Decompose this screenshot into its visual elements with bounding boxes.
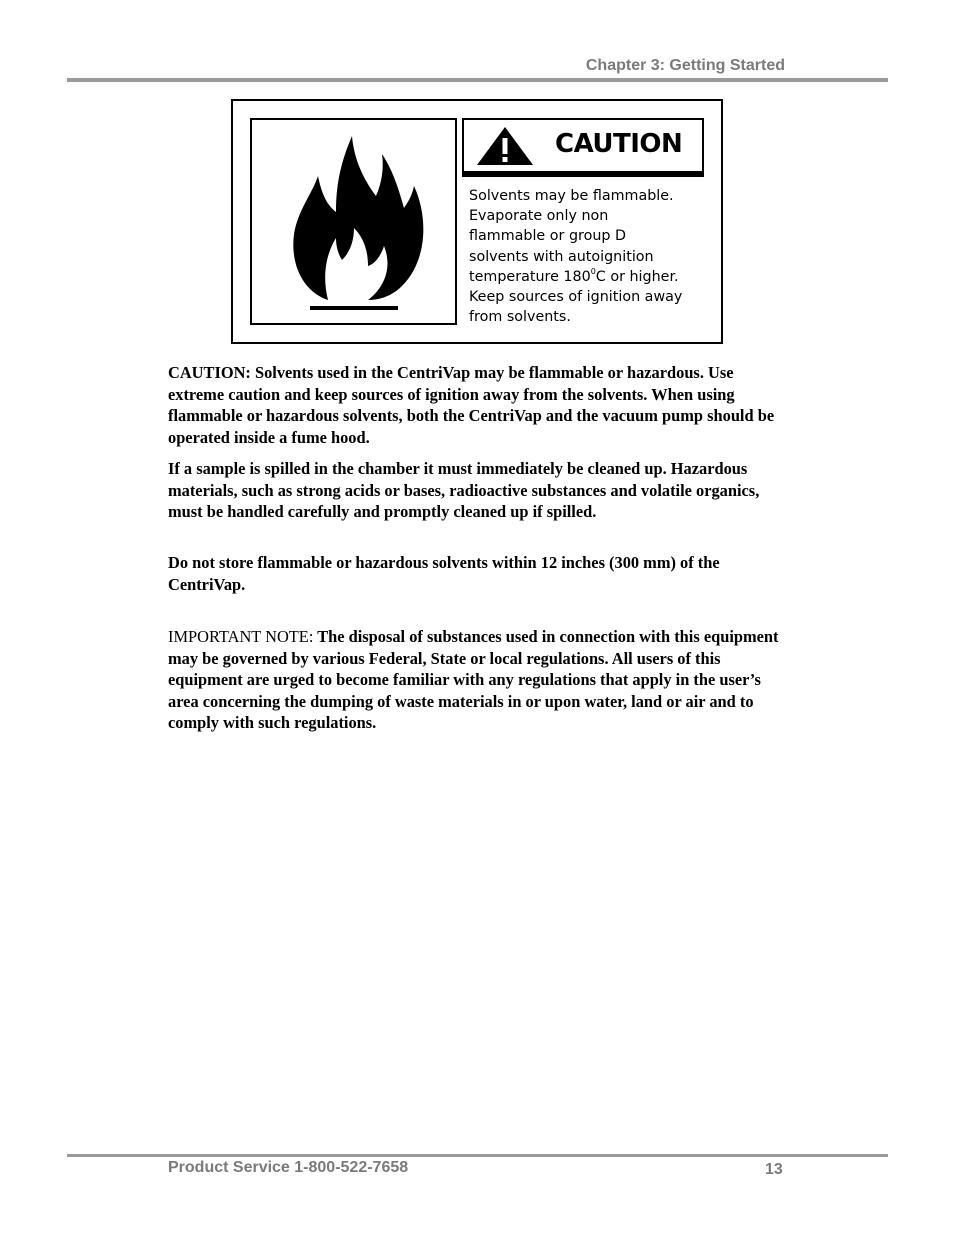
important-note-text: The disposal of substances used in connection with this equipment may be governed by various Federal, State or local regulations. All users of this equipment are urged to become familiar with any regulations that apply in the user’s area concerning the dumping of waste materials in or upon water, land or air and to comply with such regulations. xyxy=(168,627,779,733)
caution-paragraph: CAUTION: Solvents used in the CentriVap may be flammable or hazardous. Use extreme caution and keep sources of ignition away from the solvents. When using flammable or hazardous solvents, both the CentriVap and the vacuum pump should be operated inside a fume hood. xyxy=(168,363,775,447)
caution-message-line: Solvents may be flammable. xyxy=(469,188,674,204)
important-note-paragraph xyxy=(168,626,788,734)
temp-value: temperature 180 xyxy=(469,268,591,285)
caution-message-line: solvents with autoignition xyxy=(469,248,654,265)
caution-header-bar xyxy=(464,171,702,175)
header-rule xyxy=(67,78,888,82)
chapter-header: Chapter 3: Getting Started xyxy=(585,57,785,74)
warning-triangle-icon xyxy=(476,126,534,166)
spill-paragraph: If a sample is spilled in the chamber it must immediately be cleaned up. Hazardous materials, such as strong acids or bases, radioactive substances and volatile organics, must be handled carefully and promptly cleaned up if spilled. xyxy=(168,459,760,522)
footer-service: Product Service 1-800-522-7658 xyxy=(168,1159,409,1176)
caution-word: CAUTION xyxy=(555,129,683,159)
flame-icon xyxy=(252,120,455,323)
degree-superscript: 0 xyxy=(590,266,596,276)
important-note-label: IMPORTANT NOTE xyxy=(168,627,309,646)
caution-message-temp-line xyxy=(469,267,719,287)
page-number: 13 xyxy=(765,1161,783,1178)
caution-message-line: Keep sources of ignition away xyxy=(469,289,683,306)
footer-rule xyxy=(67,1154,888,1157)
caution-message-line: Evaporate only non xyxy=(469,208,609,225)
caution-label xyxy=(231,99,723,344)
temp-suffix: C or higher. xyxy=(595,268,679,285)
flame-panel xyxy=(250,118,457,325)
caution-message xyxy=(469,186,719,327)
caution-message-line: from solvents. xyxy=(469,309,571,326)
storage-paragraph: Do not store flammable or hazardous solvents within 12 inches (300 mm) of the CentriVap. xyxy=(168,553,720,594)
caution-message-line: flammable or group D xyxy=(469,228,627,245)
important-note-colon: : xyxy=(308,627,314,646)
caution-header xyxy=(462,118,704,177)
